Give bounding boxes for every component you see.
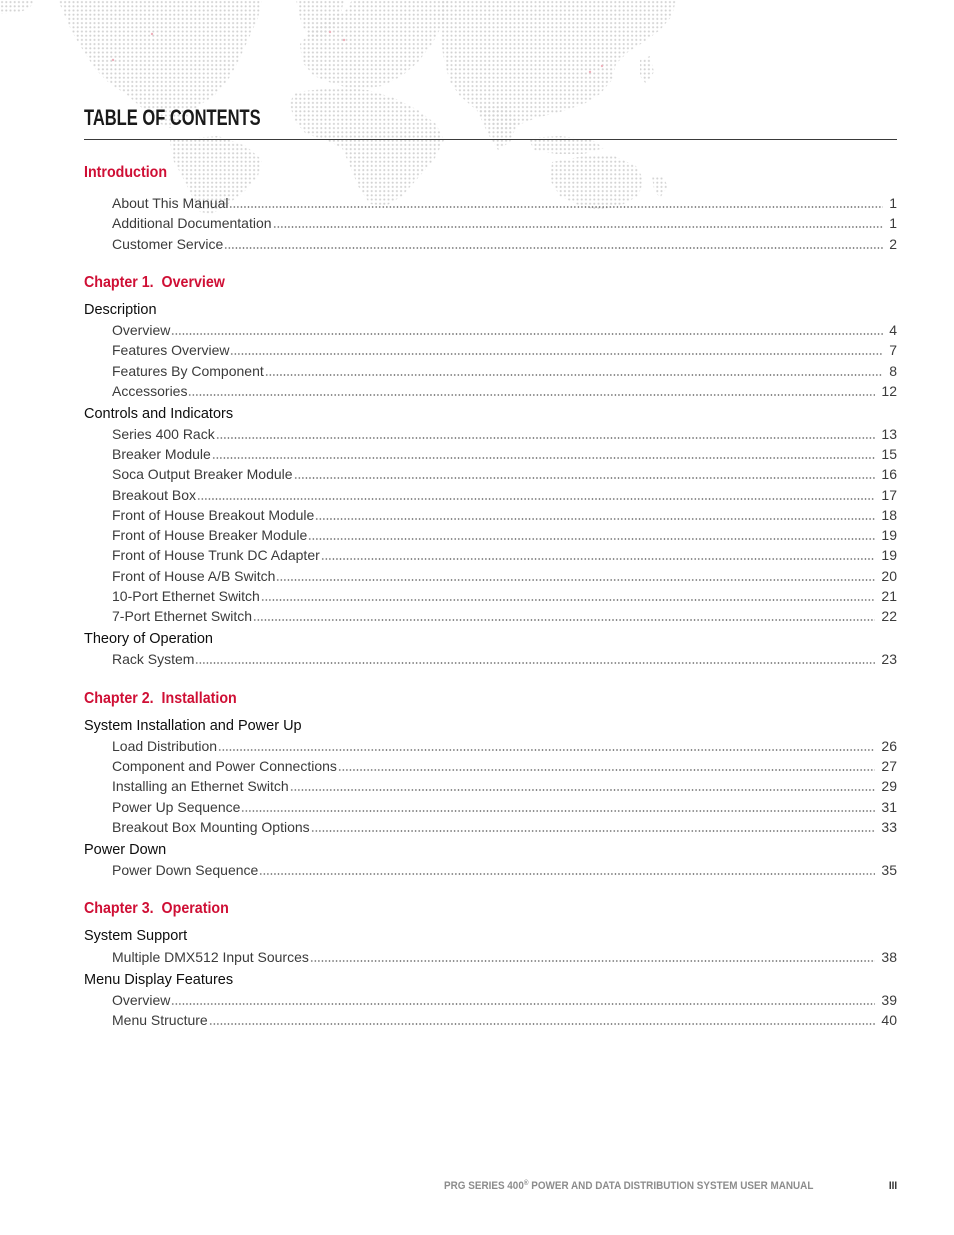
- toc-entry-page-number: 4: [889, 322, 897, 338]
- dot-leader: [241, 797, 875, 817]
- dot-leader: [197, 485, 875, 505]
- toc-entry-label: Breaker Module: [112, 446, 211, 463]
- chapter-heading-text: Introduction: [84, 164, 168, 181]
- dot-leader: [294, 464, 876, 484]
- toc-entry-label: About This Manual: [112, 195, 229, 211]
- page-title: [84, 107, 897, 140]
- toc-entry-label: Features Overview: [112, 342, 230, 359]
- toc-entry[interactable]: [84, 756, 897, 776]
- toc-entry[interactable]: [84, 444, 897, 464]
- toc-entry[interactable]: [84, 649, 897, 669]
- toc-entry[interactable]: [84, 545, 897, 565]
- section-heading: Menu Display Features: [84, 971, 234, 988]
- toc-entry-page-number: 31: [881, 798, 897, 815]
- toc-entry-label: Menu Structure: [112, 1012, 208, 1028]
- dot-leader: [290, 776, 876, 796]
- toc-entry-label: Front of House Trunk DC Adapter: [112, 547, 320, 564]
- chapter-heading-text: Chapter 2. Installation: [84, 689, 237, 707]
- toc-entry-page-number: 18: [881, 506, 897, 523]
- section-heading: System Support: [84, 928, 188, 945]
- toc-entry-page-number: 13: [881, 425, 897, 442]
- toc-content: [84, 107, 897, 1030]
- toc-entry-page-number: 19: [881, 547, 897, 564]
- toc-entry-label: Overview: [112, 322, 171, 338]
- toc-entry-label: Component and Power Connections: [112, 758, 337, 775]
- dot-leader: [171, 320, 883, 340]
- toc-entry-page-number: 40: [881, 1012, 897, 1028]
- chapter-heading: [84, 164, 897, 182]
- toc-entry-label: Features By Component: [112, 362, 264, 379]
- page-title-text: TABLE OF CONTENTS: [84, 105, 261, 130]
- toc-chapter: [84, 900, 897, 1030]
- toc-group: [84, 404, 897, 627]
- dot-leader: [273, 213, 884, 233]
- footer-title-prefix: PRG SERIES 400: [443, 1180, 524, 1192]
- toc-entry[interactable]: [84, 381, 897, 401]
- toc-entry[interactable]: [84, 213, 897, 233]
- dot-leader: [230, 340, 883, 360]
- toc-entry-page-number: 33: [881, 818, 897, 835]
- toc-entry-label: Front of House A/B Switch: [112, 567, 276, 584]
- toc-entry[interactable]: [84, 464, 897, 484]
- toc-entry-page-number: 23: [881, 651, 897, 668]
- toc-group: [84, 300, 897, 401]
- registered-mark: ®: [523, 1180, 529, 1187]
- dot-leader: [216, 424, 876, 444]
- toc-entry-label: Load Distribution: [112, 737, 218, 754]
- toc-entry-page-number: 1: [889, 195, 897, 211]
- toc-entry-label: Power Up Sequence: [112, 798, 241, 815]
- toc-entry[interactable]: [84, 586, 897, 606]
- dot-leader: [308, 525, 875, 545]
- dot-leader: [311, 817, 876, 837]
- chapter-heading: [84, 900, 897, 918]
- dot-leader: [321, 545, 876, 565]
- toc-entry-page-number: 20: [881, 567, 897, 584]
- toc-entry-page-number: 15: [881, 446, 897, 463]
- toc-entry-page-number: 27: [881, 758, 897, 775]
- toc-entry-page-number: 1: [889, 215, 897, 232]
- dot-leader: [229, 193, 883, 213]
- dot-leader: [171, 990, 875, 1010]
- toc-group: [84, 190, 897, 254]
- dot-leader: [253, 606, 875, 626]
- toc-entry[interactable]: [84, 1010, 897, 1030]
- toc-entry[interactable]: [84, 525, 897, 545]
- toc-entry-page-number: 22: [881, 608, 897, 625]
- toc-group: [84, 970, 897, 1031]
- continent-alaska-tip: [0, 0, 34, 14]
- dot-leader: [310, 947, 876, 967]
- toc-chapter: [84, 164, 897, 254]
- dot-leader: [224, 234, 883, 254]
- toc-entry[interactable]: [84, 736, 897, 756]
- toc-entry-page-number: 38: [881, 948, 897, 965]
- toc-entry-page-number: 21: [881, 587, 897, 604]
- continent-japan: [640, 56, 654, 84]
- toc-entry-label: Breakout Box Mounting Options: [112, 818, 310, 835]
- toc-entry-page-number: 29: [881, 778, 897, 795]
- dot-leader: [261, 586, 876, 606]
- toc-entry[interactable]: [84, 485, 897, 505]
- dot-leader: [195, 649, 875, 669]
- dot-leader: [315, 505, 875, 525]
- toc-entry-page-number: 7: [889, 342, 897, 359]
- toc-entry[interactable]: [84, 797, 897, 817]
- toc-entry-page-number: 19: [881, 527, 897, 544]
- toc-group: [84, 629, 897, 670]
- toc-group: [84, 840, 897, 881]
- section-heading: Theory of Operation: [84, 631, 213, 648]
- toc-entry[interactable]: [84, 234, 897, 254]
- section-heading: Power Down: [84, 841, 167, 858]
- toc-entry-label: Rack System: [112, 651, 195, 668]
- page-number: III: [888, 1180, 897, 1192]
- chapter-heading: [84, 274, 897, 292]
- dot-leader: [209, 1010, 876, 1030]
- toc-entry[interactable]: [84, 361, 897, 381]
- toc-entry[interactable]: [84, 860, 897, 880]
- section-heading: Controls and Indicators: [84, 405, 234, 422]
- toc-entry-page-number: 2: [889, 235, 897, 252]
- toc-entry[interactable]: [84, 566, 897, 586]
- dot-leader: [188, 381, 875, 401]
- toc-entry-page-number: 12: [881, 382, 897, 399]
- toc-entry-page-number: 16: [881, 466, 897, 483]
- footer-manual-title: [444, 1179, 813, 1193]
- toc-entry-label: Breakout Box: [112, 486, 197, 503]
- section-heading: System Installation and Power Up: [84, 717, 302, 734]
- toc-entry-label: Installing an Ethernet Switch: [112, 778, 289, 795]
- toc-chapter: [84, 274, 897, 670]
- toc-group: [84, 926, 897, 967]
- toc-entry[interactable]: [84, 606, 897, 626]
- toc-entry[interactable]: [84, 776, 897, 796]
- toc-entry-label: Customer Service: [112, 235, 224, 252]
- toc-entry-label: Accessories: [112, 382, 188, 399]
- toc-entry-page-number: 17: [881, 486, 897, 503]
- toc-entry-page-number: 26: [881, 737, 897, 754]
- dot-leader: [276, 566, 875, 586]
- toc-entry-label: Series 400 Rack: [112, 425, 215, 442]
- toc-entry-label: Power Down Sequence: [112, 862, 259, 879]
- toc-chapter: [84, 690, 897, 881]
- toc-entry-page-number: 35: [881, 862, 897, 879]
- toc-entry-label: Soca Output Breaker Module: [112, 466, 293, 483]
- chapter-heading: [84, 690, 897, 708]
- toc-entry-label: Overview: [112, 991, 171, 1008]
- toc-entry[interactable]: [84, 193, 897, 213]
- chapter-heading-text: Chapter 1. Overview: [84, 273, 225, 291]
- dot-leader: [259, 860, 875, 880]
- dot-leader: [218, 736, 875, 756]
- toc-entry[interactable]: [84, 990, 897, 1010]
- toc-entry[interactable]: [84, 505, 897, 525]
- chapter-heading-text: Chapter 3. Operation: [84, 900, 229, 918]
- toc-list: [84, 164, 897, 1030]
- toc-entry[interactable]: [84, 320, 897, 340]
- section-heading: Description: [84, 301, 157, 318]
- toc-entry-page-number: 39: [881, 991, 897, 1008]
- toc-entry-label: Multiple DMX512 Input Sources: [112, 948, 309, 965]
- toc-entry[interactable]: [84, 947, 897, 967]
- toc-entry[interactable]: [84, 817, 897, 837]
- toc-entry-label: 7-Port Ethernet Switch: [112, 608, 253, 625]
- toc-entry-label: Additional Documentation: [112, 215, 272, 232]
- toc-group: [84, 716, 897, 838]
- toc-entry-label: 10-Port Ethernet Switch: [112, 587, 260, 604]
- toc-entry[interactable]: [84, 424, 897, 444]
- toc-entry-page-number: 8: [889, 362, 897, 379]
- dot-leader: [212, 444, 876, 464]
- toc-entry[interactable]: [84, 340, 897, 360]
- dot-leader: [265, 361, 883, 381]
- dot-leader: [338, 756, 876, 776]
- toc-entry-label: Front of House Breaker Module: [112, 527, 308, 544]
- toc-entry-label: Front of House Breakout Module: [112, 506, 315, 523]
- footer-title-suffix: POWER AND DATA DISTRIBUTION SYSTEM USER MANUAL: [528, 1180, 813, 1192]
